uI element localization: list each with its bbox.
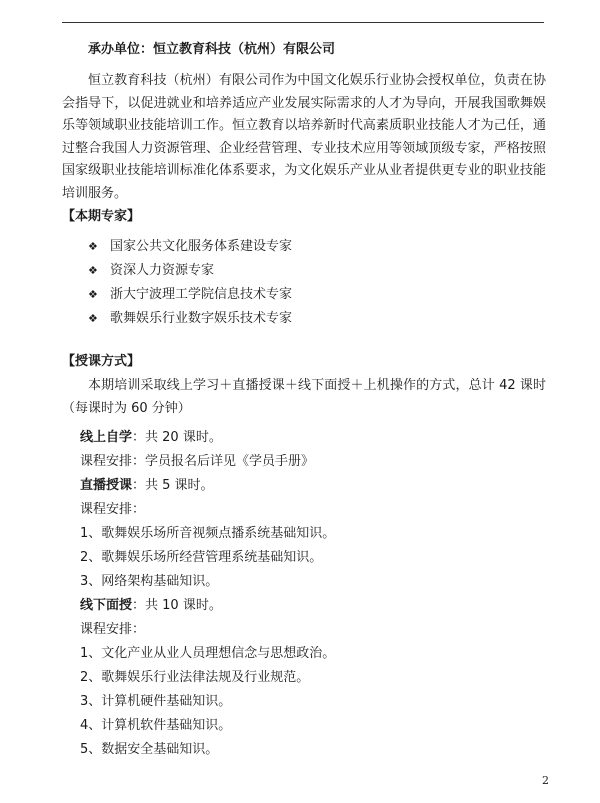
- list-item: 2、歌舞娱乐场所经营管理系统基础知识。: [80, 550, 323, 565]
- live-label: 直播授课: [80, 478, 133, 493]
- list-item: 4、计算机软件基础知识。: [80, 718, 232, 733]
- online-hours: 线上自学：共 20 课时。: [80, 430, 222, 445]
- experts-heading: 【本期专家】: [62, 209, 141, 224]
- teaching-intro: 本期培训采取线上学习＋直播授课＋线下面授＋上机操作的方式，总计 42 课时（每课时为 60 分钟）: [62, 378, 546, 416]
- organizer-label: 承办单位：: [88, 42, 154, 57]
- organizer-description: 恒立教育科技（杭州）有限公司作为中国文化娱乐行业协会授权单位，负责在协会指导下，以促进就业和培养适应产业发展实际需求的人才为导向，开展我国歌舞娱乐等领域职业技能培训工作。恒立教育以培养新时代高素质职业技能人才为己任，通过整合我国人力资源管理、企业经营管理、专业技术应用等领域顶级专家，严格按照国家级职业技能培训标准化体系要求，为文化娱乐产业从业者提供更专业的职业技能培训服务。: [62, 73, 546, 201]
- offline-hours: 线下面授：共 10 课时。: [80, 598, 222, 613]
- teaching-heading: 【授课方式】: [62, 354, 141, 369]
- expert-item: ❖ 歌舞娱乐行业数字娱乐技术专家: [88, 309, 292, 329]
- offline-label: 线下面授: [80, 598, 133, 613]
- online-label: 线上自学: [80, 430, 133, 445]
- diamond-bullet-icon: ❖: [88, 264, 98, 277]
- diamond-bullet-icon: ❖: [88, 312, 98, 325]
- list-item: 3、网络架构基础知识。: [80, 574, 219, 589]
- expert-item: ❖ 国家公共文化服务体系建设专家: [88, 237, 292, 257]
- live-arrangement-label: 课程安排：: [80, 502, 146, 517]
- list-item: 3、计算机硬件基础知识。: [80, 694, 232, 709]
- organizer-line: [88, 40, 335, 60]
- diamond-bullet-icon: ❖: [88, 240, 98, 253]
- offline-arrangement-label: 课程安排：: [80, 622, 146, 637]
- expert-item: ❖ 资深人力资源专家: [88, 261, 214, 281]
- live-hours: 直播授课：共 5 课时。: [80, 478, 214, 493]
- list-item: 5、数据安全基础知识。: [80, 742, 219, 757]
- page-number: 2: [542, 774, 549, 787]
- expert-item: ❖ 浙大宁波理工学院信息技术专家: [88, 285, 292, 305]
- list-item: 1、歌舞娱乐场所音视频点播系统基础知识。: [80, 526, 336, 541]
- online-arrangement: 课程安排：学员报名后详见《学员手册》: [80, 454, 315, 469]
- list-item: 2、歌舞娱乐行业法律法规及行业规范。: [80, 670, 310, 685]
- organizer-name: 恒立教育科技（杭州）有限公司: [153, 42, 336, 57]
- top-rule: [62, 22, 544, 23]
- diamond-bullet-icon: ❖: [88, 288, 98, 301]
- list-item: 1、文化产业从业人员理想信念与思想政治。: [80, 646, 336, 661]
